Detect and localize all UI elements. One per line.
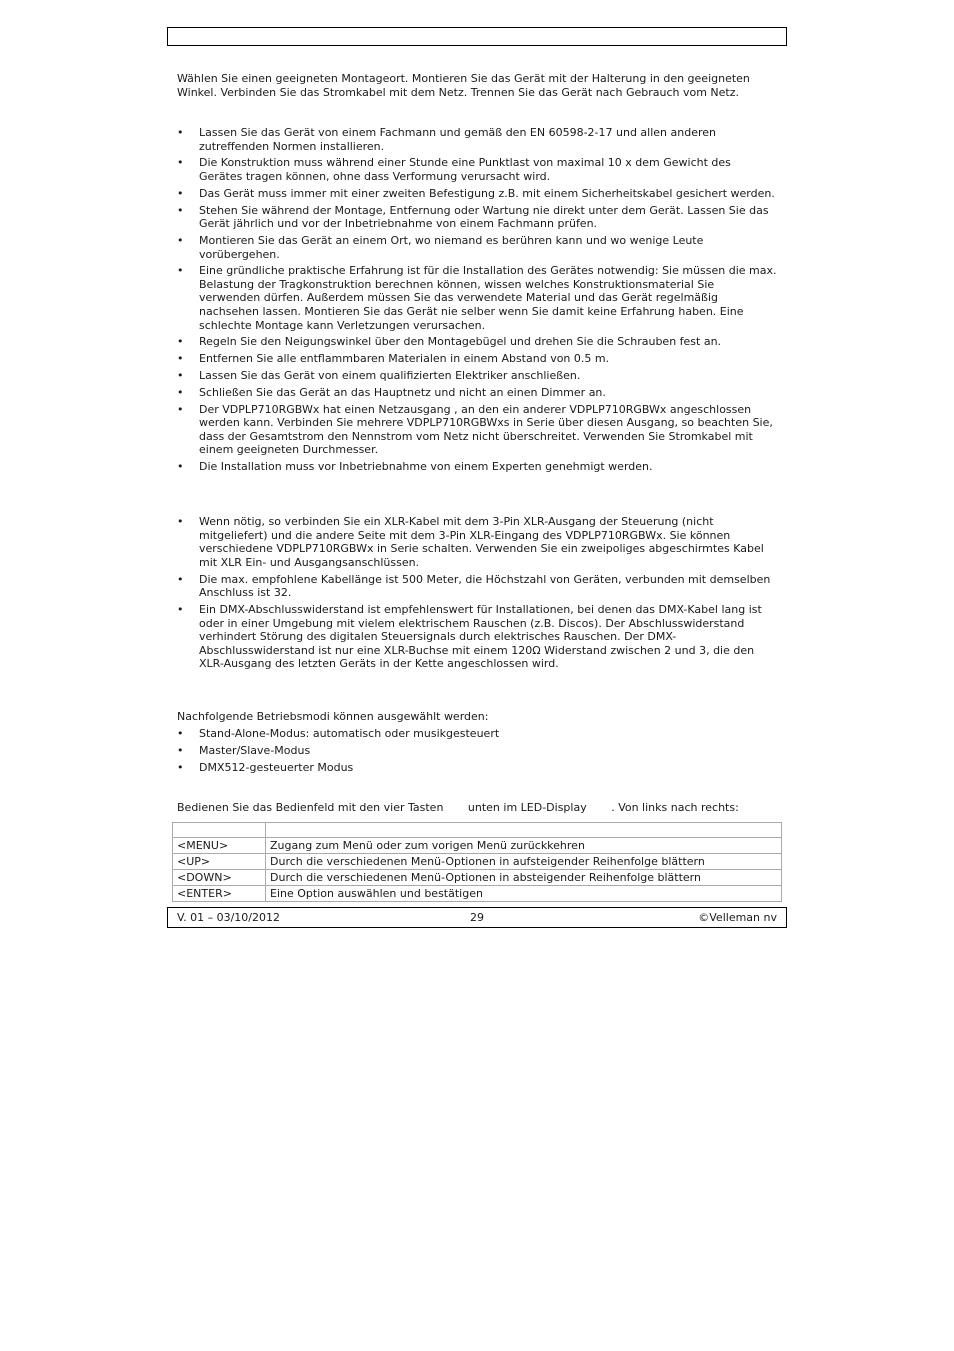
list-item: • Lassen Sie das Gerät von einem Fachmann und gemäß den EN 60598-2-17 und allen anderen zutreffenden Normen installieren. (177, 126, 717, 153)
bullet-icon: • (177, 385, 184, 399)
table-row (173, 854, 782, 870)
bullet-icon: • (177, 126, 184, 139)
list-item: • Wenn nötig, so verbinden Sie ein XLR-Kabel mit dem 3-Pin XLR-Ausgang der Steuerung (nicht mitgeliefert) und die andere Seite mit dem 3-Pin XLR-Eingang des VDPLP710RGBWx. Sie können verschiedene VDPLP710RGBWx in Serie schalten. Verwenden Sie ein zweipoliges abgeschirmtes Kabel mit XLR Ein- und Ausgangsanschlüssen. (177, 515, 764, 569)
list-item: • Die max. empfohlene Kabellänge ist 500 Meter, die Höchstzahl von Geräten, verbunden mit demselben Anschluss ist 32. (177, 572, 771, 600)
bullet-icon: • (177, 727, 184, 740)
modes-list (177, 727, 777, 777)
bullet-icon: • (177, 602, 184, 616)
installation-intro: Wählen Sie einen geeigneten Montageort. Montieren Sie das Gerät mit der Halterung in den geeigneten Winkel. Verbinden Sie das Stromkabel mit dem Netz. Trennen Sie das Gerät nach Gebrauch vom Netz. (177, 72, 750, 99)
footer-copyright: ©Velleman nv (698, 911, 777, 924)
modes-intro: Nachfolgende Betriebsmodi können ausgewählt werden: (177, 710, 489, 723)
list-item: • Die Installation muss vor Inbetriebnahme von einem Experten genehmigt werden. (177, 460, 653, 474)
panel-intro: Bedienen Sie das Bedienfeld mit den vier Tasten unten im LED-Display . Von links nach rechts: (177, 801, 739, 814)
key-cell: <DOWN> (173, 870, 266, 886)
key-cell: <MENU> (173, 838, 266, 854)
bullet-icon: • (177, 515, 184, 528)
list-item: • Der VDPLP710RGBWx hat einen Netzausgang , an den ein anderer VDPLP710RGBWx angeschlossen werden kann. Verbinden Sie mehrere VDPLP710RGBWxs in Serie über diesen Ausgang, so beachten Sie, dass der Gesamtstrom den Nennstrom vom Netz nicht überschreitet. Verwenden Sie Stromkabel mit einem geeigneten Durchmesser. (177, 402, 773, 457)
table-row (173, 870, 782, 886)
bullet-icon: • (177, 156, 184, 170)
list-item: • Montieren Sie das Gerät an einem Ort, wo niemand es berühren kann und wo wenige Leute vorübergehen. (177, 233, 704, 261)
desc-cell: Zugang zum Menü oder zum vorigen Menü zurückkehren (266, 838, 782, 854)
bullet-icon: • (177, 233, 184, 247)
key-cell: <ENTER> (173, 886, 266, 902)
key-cell: <UP> (173, 854, 266, 870)
bullet-icon: • (177, 743, 184, 757)
list-item: • Master/Slave-Modus (177, 743, 311, 757)
bullet-icon: • (177, 352, 184, 366)
table-header-cell (173, 823, 266, 838)
bullet-icon: • (177, 760, 184, 774)
header-box (167, 27, 787, 46)
footer-version: V. 01 – 03/10/2012 (177, 911, 280, 924)
list-item: • Ein DMX-Abschlusswiderstand ist empfehlenswert für Installationen, bei denen das DMX-Kabel lang ist oder in einer Umgebung mit vielem elektrischem Rauschen (z.B. Discos). Der Abschlusswiderstand verhindert Störung des digitalen Steuersignals durch elektrisches Rauschen. Der DMX-Abschlusswiderstand ist nur eine XLR-Buchse mit einem 120Ω Widerstand zwischen 2 und 3, die den XLR-Ausgang des letzten Geräts in der Kette angeschlossen wird. (177, 602, 762, 671)
page-number: 29 (470, 911, 484, 924)
list-item: • Schließen Sie das Gerät an das Hauptnetz und nicht an einen Dimmer an. (177, 385, 606, 399)
dmx-list (177, 515, 777, 674)
list-item: • Stand-Alone-Modus: automatisch oder musikgesteuert (177, 727, 500, 740)
bullet-icon: • (177, 460, 184, 474)
list-item: • Stehen Sie während der Montage, Entfernung oder Wartung nie direkt unter dem Gerät. Lassen Sie das Gerät jährlich und vor der Inbetriebnahme von einem Fachmann prüfen. (177, 203, 769, 231)
list-item: • Die Konstruktion muss während einer Stunde eine Punktlast von maximal 10 x dem Gewicht des Gerätes tragen können, ohne dass Verformung verursacht wird. (177, 156, 731, 183)
table-row (173, 838, 782, 854)
list-item: • Entfernen Sie alle entflammbaren Materialen in einem Abstand von 0.5 m. (177, 352, 610, 366)
list-item: • Eine gründliche praktische Erfahrung ist für die Installation des Gerätes notwendig: Sie müssen die max. Belastung der Tragkonstruktion berechnen können, wissen welches Konstruktionsmaterial Sie verwenden dürfen. Außerdem müssen Sie das verwendete Material und das Gerät regelmäßig nachsehen lassen. Montieren Sie das Gerät nie selber wenn Sie damit keine Erfahrung haben. Eine schlechte Montage kann Verletzungen verursachen. (177, 264, 777, 332)
table-row (173, 886, 782, 902)
bullet-icon: • (177, 572, 184, 586)
bullet-icon: • (177, 402, 184, 416)
bullet-icon: • (177, 264, 184, 278)
table-header-row (173, 823, 782, 838)
installation-list (177, 126, 777, 477)
page-footer (167, 907, 787, 928)
list-item: • Das Gerät muss immer mit einer zweiten Befestigung z.B. mit einem Sicherheitskabel gesichert werden. (177, 186, 775, 200)
list-item: • DMX512-gesteuerter Modus (177, 760, 354, 774)
desc-cell: Durch die verschiedenen Menü-Optionen in aufsteigender Reihenfolge blättern (266, 854, 782, 870)
desc-cell: Durch die verschiedenen Menü-Optionen in absteigender Reihenfolge blättern (266, 870, 782, 886)
key-table (172, 822, 782, 902)
bullet-icon: • (177, 203, 184, 217)
table-header-cell (266, 823, 782, 838)
list-item: • Regeln Sie den Neigungswinkel über den Montagebügel und drehen Sie die Schrauben fest an. (177, 335, 722, 349)
bullet-icon: • (177, 335, 184, 349)
bullet-icon: • (177, 186, 184, 200)
bullet-icon: • (177, 369, 184, 382)
desc-cell: Eine Option auswählen und bestätigen (266, 886, 782, 902)
list-item: • Lassen Sie das Gerät von einem qualifizierten Elektriker anschließen. (177, 369, 581, 382)
